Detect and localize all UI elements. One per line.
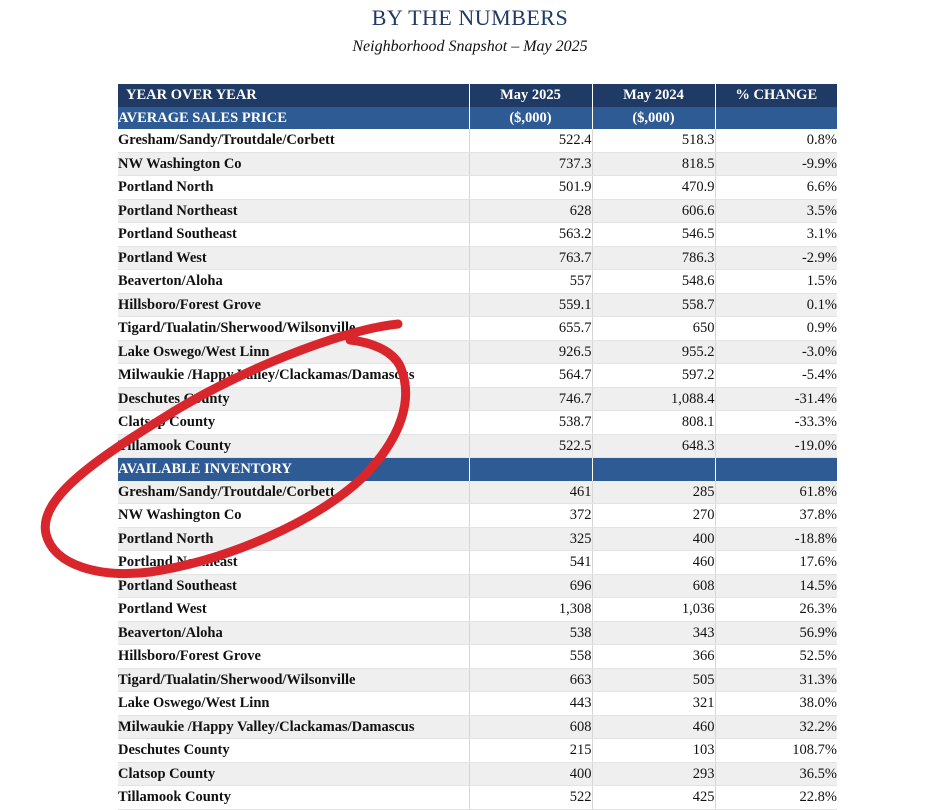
- may-2024-cell: 650: [592, 317, 715, 341]
- area-name-cell: Milwaukie /Happy Valley/Clackamas/Damascus: [118, 364, 469, 388]
- table-row: [118, 551, 837, 575]
- table-row: [118, 504, 837, 528]
- area-name-cell: Portland Southeast: [118, 574, 469, 598]
- may-2024-cell: 518.3: [592, 129, 715, 152]
- may-2025-cell: 538: [469, 621, 592, 645]
- column-header-change: % CHANGE: [715, 84, 837, 107]
- may-2024-cell: 818.5: [592, 152, 715, 176]
- may-2025-cell: 926.5: [469, 340, 592, 364]
- table-row: [118, 152, 837, 176]
- table-row: [118, 176, 837, 200]
- percent-change-cell: 3.1%: [715, 223, 837, 247]
- percent-change-cell: 22.8%: [715, 786, 837, 810]
- percent-change-cell: -2.9%: [715, 246, 837, 270]
- area-name-cell: Portland Northeast: [118, 199, 469, 223]
- may-2025-cell: 628: [469, 199, 592, 223]
- table-row: [118, 598, 837, 622]
- may-2024-cell: 606.6: [592, 199, 715, 223]
- area-name-cell: Gresham/Sandy/Troutdale/Corbett: [118, 129, 469, 152]
- table-row: [118, 574, 837, 598]
- area-name-cell: NW Washington Co: [118, 504, 469, 528]
- table-row: [118, 317, 837, 341]
- area-name-cell: Hillsboro/Forest Grove: [118, 645, 469, 669]
- may-2025-cell: 461: [469, 481, 592, 504]
- may-2025-cell: 215: [469, 739, 592, 763]
- may-2025-cell: 696: [469, 574, 592, 598]
- percent-change-cell: -33.3%: [715, 411, 837, 435]
- section-units-may-2025: ($,000): [469, 107, 592, 130]
- section-empty-cell: [715, 107, 837, 130]
- percent-change-cell: 32.2%: [715, 715, 837, 739]
- table-row: [118, 223, 837, 247]
- may-2024-cell: 103: [592, 739, 715, 763]
- may-2025-cell: 563.2: [469, 223, 592, 247]
- percent-change-cell: 17.6%: [715, 551, 837, 575]
- may-2024-cell: 460: [592, 715, 715, 739]
- may-2025-cell: 559.1: [469, 293, 592, 317]
- may-2024-cell: 648.3: [592, 434, 715, 458]
- may-2024-cell: 321: [592, 692, 715, 716]
- percent-change-cell: -5.4%: [715, 364, 837, 388]
- table-row: [118, 762, 837, 786]
- may-2025-cell: 372: [469, 504, 592, 528]
- area-name-cell: Milwaukie /Happy Valley/Clackamas/Damascus: [118, 715, 469, 739]
- area-name-cell: Deschutes County: [118, 387, 469, 411]
- percent-change-cell: -18.8%: [715, 527, 837, 551]
- table-row: [118, 527, 837, 551]
- area-name-cell: Beaverton/Aloha: [118, 270, 469, 294]
- column-header-may-2025: May 2025: [469, 84, 592, 107]
- may-2025-cell: 557: [469, 270, 592, 294]
- percent-change-cell: 26.3%: [715, 598, 837, 622]
- page-subtitle: Neighborhood Snapshot – May 2025: [352, 38, 588, 55]
- area-name-cell: Tigard/Tualatin/Sherwood/Wilsonville: [118, 317, 469, 341]
- may-2025-cell: 737.3: [469, 152, 592, 176]
- percent-change-cell: 0.1%: [715, 293, 837, 317]
- column-header-area: YEAR OVER YEAR: [118, 84, 469, 107]
- table-row: [118, 786, 837, 810]
- percent-change-cell: 56.9%: [715, 621, 837, 645]
- may-2024-cell: 400: [592, 527, 715, 551]
- section-units-may-2025: [469, 458, 592, 481]
- may-2025-cell: 763.7: [469, 246, 592, 270]
- table-row: [118, 668, 837, 692]
- table-row: [118, 199, 837, 223]
- table-row: [118, 387, 837, 411]
- may-2024-cell: 460: [592, 551, 715, 575]
- may-2024-cell: 1,036: [592, 598, 715, 622]
- may-2025-cell: 655.7: [469, 317, 592, 341]
- may-2024-cell: 470.9: [592, 176, 715, 200]
- table-row: [118, 715, 837, 739]
- area-name-cell: Portland West: [118, 246, 469, 270]
- area-name-cell: Portland Southeast: [118, 223, 469, 247]
- may-2025-cell: 522.5: [469, 434, 592, 458]
- table-row: [118, 621, 837, 645]
- may-2024-cell: 343: [592, 621, 715, 645]
- area-name-cell: Beaverton/Aloha: [118, 621, 469, 645]
- may-2024-cell: 546.5: [592, 223, 715, 247]
- may-2025-cell: 663: [469, 668, 592, 692]
- may-2024-cell: 786.3: [592, 246, 715, 270]
- section-title: AVAILABLE INVENTORY: [118, 458, 469, 481]
- area-name-cell: Deschutes County: [118, 739, 469, 763]
- table-row: [118, 411, 837, 435]
- area-name-cell: Gresham/Sandy/Troutdale/Corbett: [118, 481, 469, 504]
- may-2025-cell: 608: [469, 715, 592, 739]
- percent-change-cell: 14.5%: [715, 574, 837, 598]
- stats-table-body: [118, 84, 837, 809]
- percent-change-cell: 37.8%: [715, 504, 837, 528]
- percent-change-cell: 31.3%: [715, 668, 837, 692]
- may-2025-cell: 558: [469, 645, 592, 669]
- area-name-cell: Portland North: [118, 527, 469, 551]
- table-row: [118, 270, 837, 294]
- percent-change-cell: 108.7%: [715, 739, 837, 763]
- may-2024-cell: 293: [592, 762, 715, 786]
- table-row: [118, 246, 837, 270]
- section-empty-cell: [715, 458, 837, 481]
- percent-change-cell: -3.0%: [715, 340, 837, 364]
- may-2024-cell: 955.2: [592, 340, 715, 364]
- section-header-row: [118, 107, 837, 130]
- may-2024-cell: 366: [592, 645, 715, 669]
- area-name-cell: Portland West: [118, 598, 469, 622]
- may-2024-cell: 558.7: [592, 293, 715, 317]
- percent-change-cell: 61.8%: [715, 481, 837, 504]
- table-row: [118, 434, 837, 458]
- percent-change-cell: -19.0%: [715, 434, 837, 458]
- may-2024-cell: 548.6: [592, 270, 715, 294]
- may-2024-cell: 425: [592, 786, 715, 810]
- percent-change-cell: 3.5%: [715, 199, 837, 223]
- may-2025-cell: 325: [469, 527, 592, 551]
- table-row: [118, 364, 837, 388]
- area-name-cell: NW Washington Co: [118, 152, 469, 176]
- percent-change-cell: 0.8%: [715, 129, 837, 152]
- section-units-may-2024: ($,000): [592, 107, 715, 130]
- table-row: [118, 739, 837, 763]
- column-header-row: [118, 84, 837, 107]
- may-2024-cell: 270: [592, 504, 715, 528]
- may-2025-cell: 522.4: [469, 129, 592, 152]
- may-2024-cell: 597.2: [592, 364, 715, 388]
- table-row: [118, 129, 837, 152]
- area-name-cell: Clatsop County: [118, 411, 469, 435]
- percent-change-cell: 0.9%: [715, 317, 837, 341]
- table-row: [118, 481, 837, 504]
- percent-change-cell: 38.0%: [715, 692, 837, 716]
- may-2025-cell: 541: [469, 551, 592, 575]
- may-2025-cell: 522: [469, 786, 592, 810]
- area-name-cell: Hillsboro/Forest Grove: [118, 293, 469, 317]
- area-name-cell: Tigard/Tualatin/Sherwood/Wilsonville: [118, 668, 469, 692]
- may-2024-cell: 505: [592, 668, 715, 692]
- section-title: AVERAGE SALES PRICE: [118, 107, 469, 130]
- may-2025-cell: 538.7: [469, 411, 592, 435]
- may-2025-cell: 400: [469, 762, 592, 786]
- table-row: [118, 645, 837, 669]
- area-name-cell: Tillamook County: [118, 786, 469, 810]
- may-2024-cell: 285: [592, 481, 715, 504]
- percent-change-cell: 6.6%: [715, 176, 837, 200]
- area-name-cell: Lake Oswego/West Linn: [118, 692, 469, 716]
- stats-table: [118, 84, 837, 810]
- may-2025-cell: 564.7: [469, 364, 592, 388]
- column-header-may-2024: May 2024: [592, 84, 715, 107]
- may-2025-cell: 746.7: [469, 387, 592, 411]
- area-name-cell: Lake Oswego/West Linn: [118, 340, 469, 364]
- percent-change-cell: 52.5%: [715, 645, 837, 669]
- may-2024-cell: 808.1: [592, 411, 715, 435]
- table-row: [118, 293, 837, 317]
- page-title: BY THE NUMBERS: [371, 5, 569, 30]
- area-name-cell: Tillamook County: [118, 434, 469, 458]
- table-row: [118, 340, 837, 364]
- section-header-row: [118, 458, 837, 481]
- area-name-cell: Clatsop County: [118, 762, 469, 786]
- percent-change-cell: -9.9%: [715, 152, 837, 176]
- percent-change-cell: 36.5%: [715, 762, 837, 786]
- section-units-may-2024: [592, 458, 715, 481]
- may-2024-cell: 608: [592, 574, 715, 598]
- area-name-cell: Portland North: [118, 176, 469, 200]
- percent-change-cell: 1.5%: [715, 270, 837, 294]
- area-name-cell: Portland Northeast: [118, 551, 469, 575]
- table-row: [118, 692, 837, 716]
- may-2025-cell: 1,308: [469, 598, 592, 622]
- may-2025-cell: 501.9: [469, 176, 592, 200]
- may-2024-cell: 1,088.4: [592, 387, 715, 411]
- may-2025-cell: 443: [469, 692, 592, 716]
- percent-change-cell: -31.4%: [715, 387, 837, 411]
